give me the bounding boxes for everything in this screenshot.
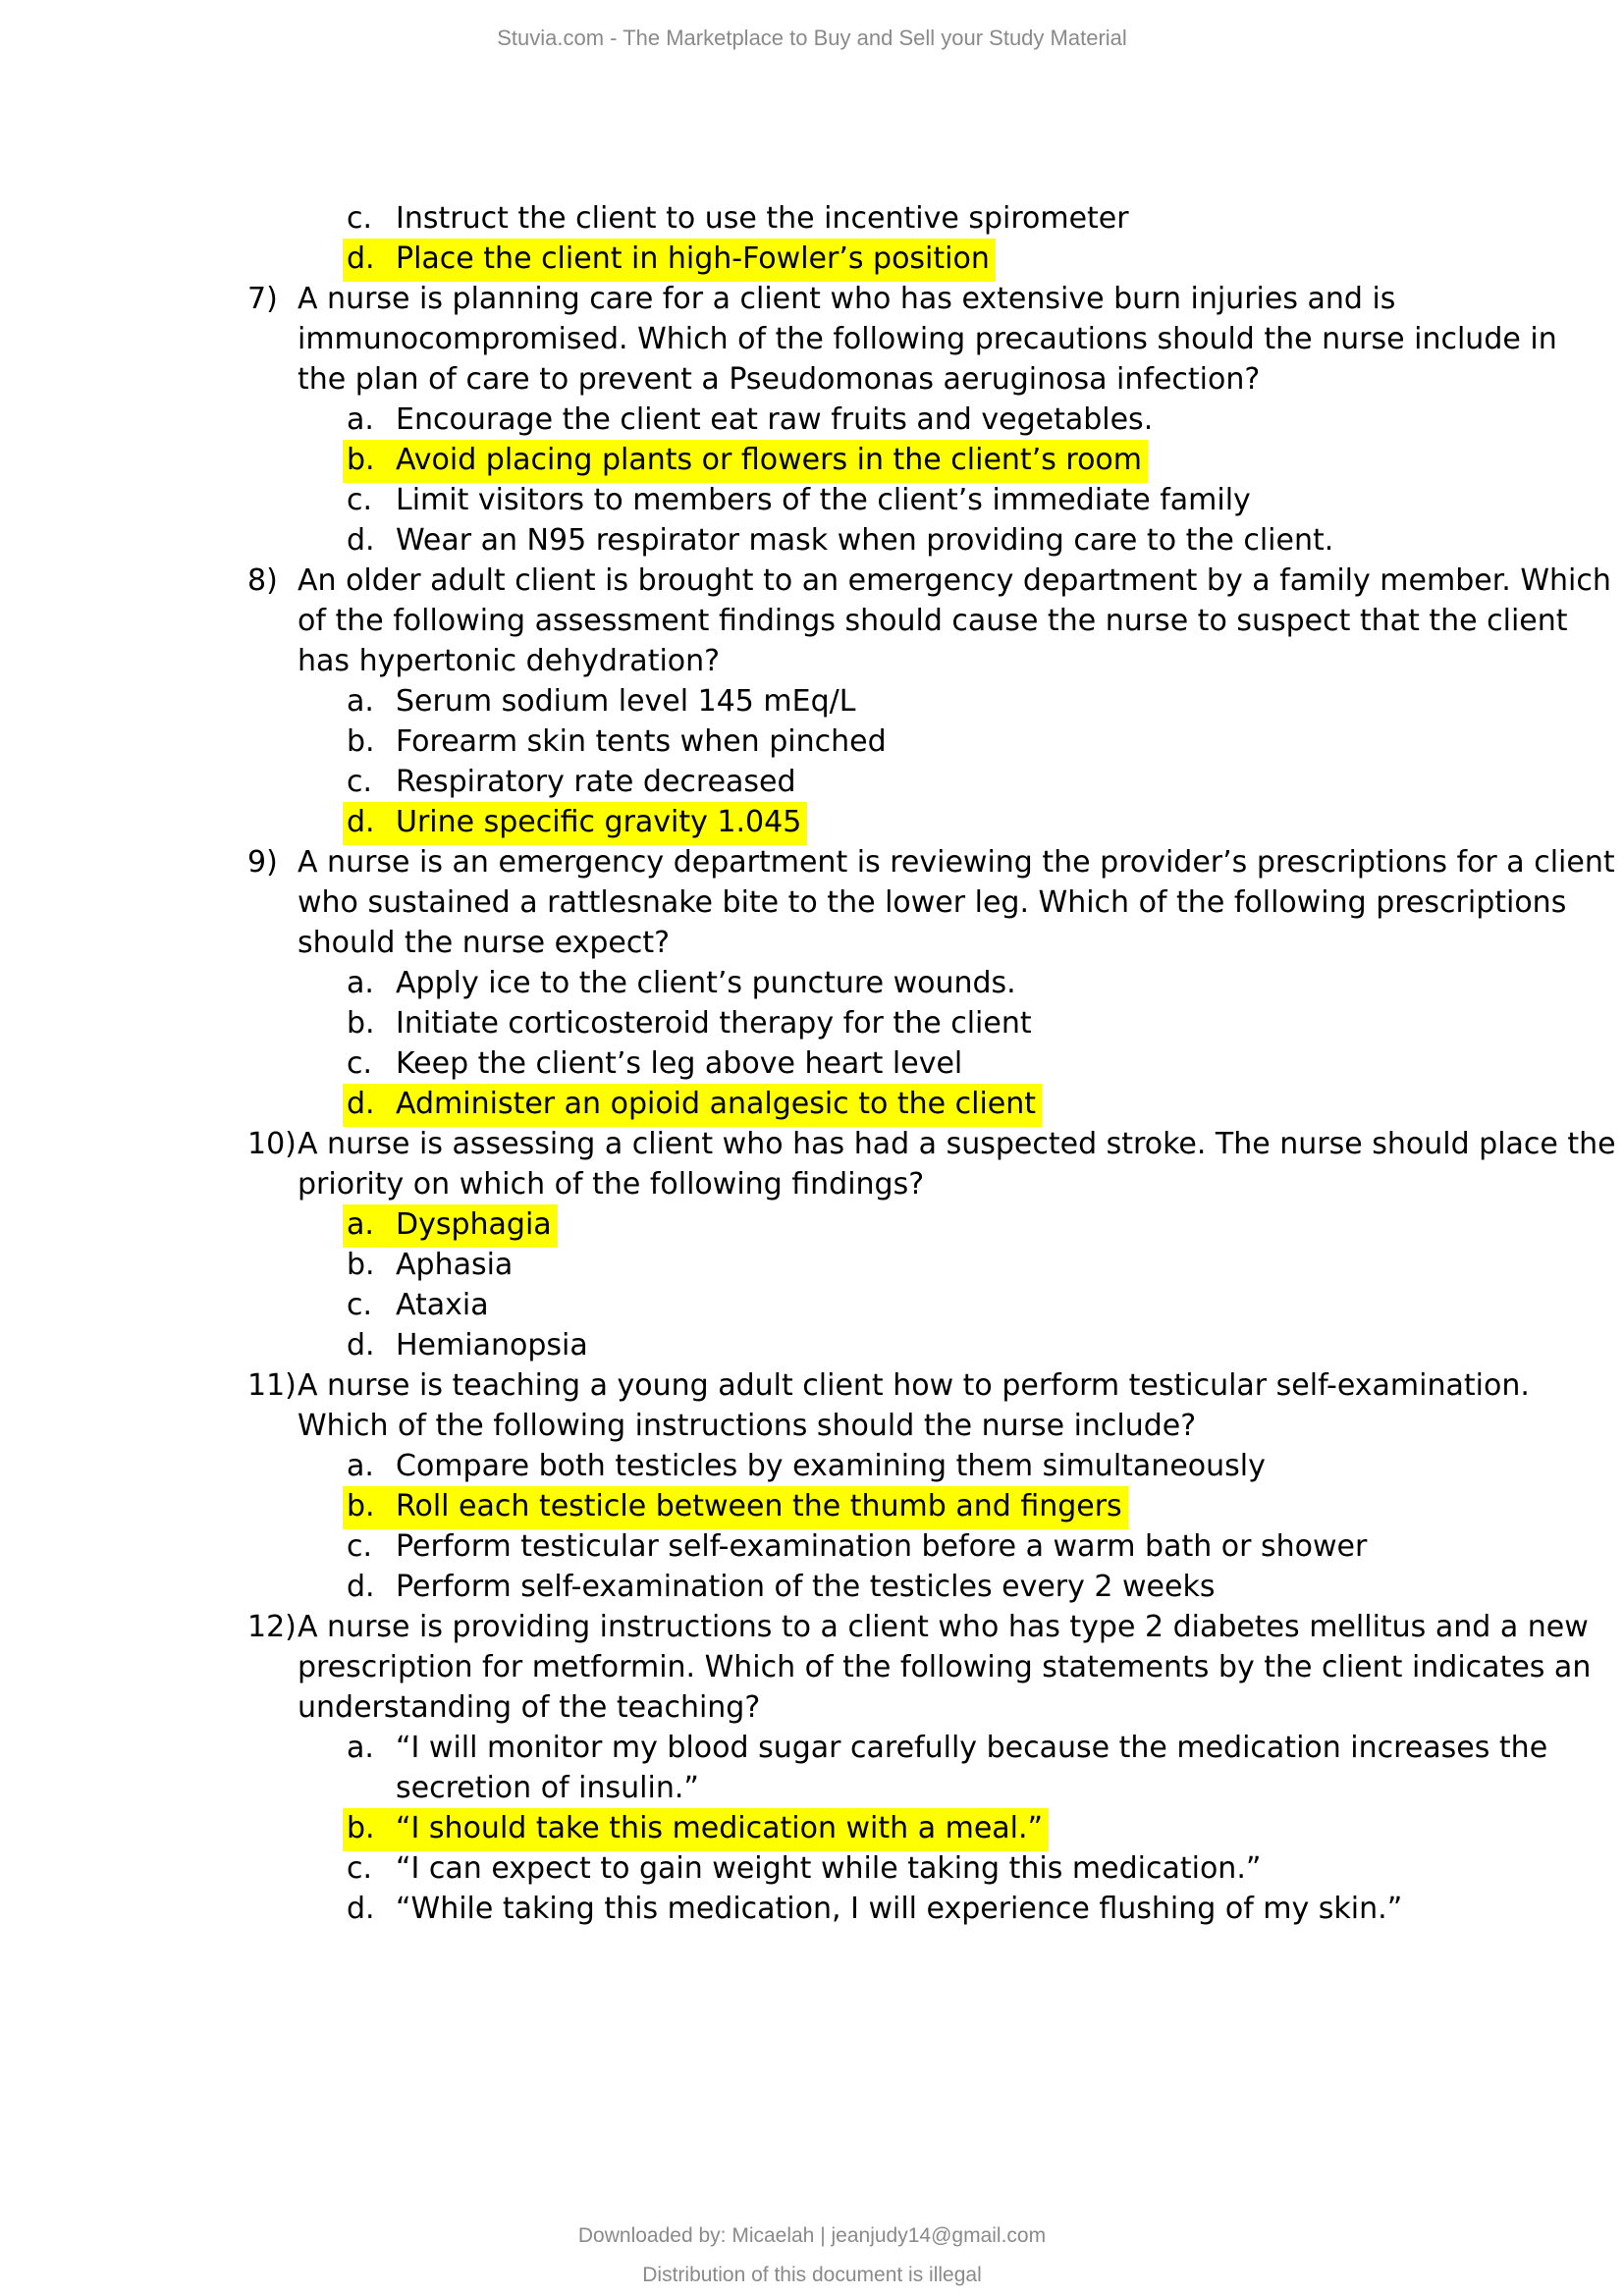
option-row — [0, 762, 1624, 802]
option-text: Perform testicular self-examination before a warm bath or shower — [396, 1529, 1368, 1564]
option-row — [0, 1446, 1624, 1486]
question-text: of the following assessment findings should cause the nurse to suspect that the client — [298, 604, 1568, 638]
option-row — [0, 681, 1624, 721]
option-row — [0, 1526, 1624, 1567]
option-text: Instruct the client to use the incentive spirometer — [396, 201, 1129, 236]
option-text: Perform self-examination of the testicles every 2 weeks — [396, 1570, 1216, 1604]
option-row-correct — [0, 1808, 1624, 1848]
option-letter: c. — [347, 765, 373, 799]
option-text: Initiate corticosteroid therapy for the client — [396, 1006, 1032, 1041]
option-text: Keep the client’s leg above heart level — [396, 1046, 963, 1081]
question-text: An older adult client is brought to an emergency department by a family member. Which — [298, 563, 1611, 598]
option-row-correct — [0, 1486, 1624, 1526]
option-letter: b. — [347, 443, 375, 477]
question-text: who sustained a rattlesnake bite to the lower leg. Which of the following prescriptions — [298, 885, 1567, 920]
option-letter: a. — [347, 1731, 374, 1765]
question-text: Which of the following instructions should the nurse include? — [298, 1409, 1197, 1443]
question-text: A nurse is assessing a client who has had a suspected stroke. The nurse should place the — [298, 1127, 1616, 1161]
option-row — [0, 400, 1624, 440]
option-row — [0, 1245, 1624, 1285]
option-letter: b. — [347, 1811, 375, 1845]
option-letter: b. — [347, 1248, 375, 1282]
option-text: Ataxia — [396, 1288, 489, 1322]
correct-answer-highlight — [343, 1084, 1042, 1127]
correct-answer-highlight — [343, 440, 1148, 483]
option-text: Roll each testicle between the thumb and fingers — [396, 1489, 1122, 1523]
question-text: priority on which of the following findings? — [298, 1167, 925, 1201]
option-row-continued — [0, 1768, 1624, 1808]
question-row — [0, 882, 1624, 923]
option-letter: b. — [347, 724, 375, 759]
option-text: Apply ice to the client’s puncture wounds. — [396, 966, 1016, 1000]
option-text: “While taking this medication, I will experience flushing of my skin.” — [396, 1892, 1403, 1926]
option-letter: b. — [347, 1489, 375, 1523]
option-row — [0, 963, 1624, 1003]
option-text: Encourage the client eat raw fruits and vegetables. — [396, 402, 1154, 437]
option-letter: d. — [347, 1892, 375, 1926]
option-text: Hemianopsia — [396, 1328, 588, 1362]
stuvia-header: Stuvia.com - The Marketplace to Buy and Sell your Study Material — [497, 26, 1127, 50]
question-number: 8) — [247, 563, 278, 598]
option-letter: c. — [347, 483, 373, 517]
option-letter: c. — [347, 1046, 373, 1081]
option-row — [0, 1043, 1624, 1084]
question-row — [0, 1164, 1624, 1204]
option-letter: d. — [347, 1328, 375, 1362]
option-letter: a. — [347, 402, 374, 437]
question-row — [0, 1687, 1624, 1728]
option-row-correct — [0, 802, 1624, 842]
document-body — [0, 198, 1624, 1929]
option-letter: c. — [347, 201, 373, 236]
question-row — [0, 359, 1624, 400]
correct-answer-highlight — [343, 1204, 558, 1248]
option-letter: c. — [347, 1288, 373, 1322]
option-text: Wear an N95 respirator mask when providing care to the client. — [396, 523, 1334, 558]
option-row-correct — [0, 1204, 1624, 1245]
option-row — [0, 1325, 1624, 1365]
option-text: “I will monitor my blood sugar carefully because the medication increases the — [396, 1731, 1548, 1765]
option-row — [0, 520, 1624, 561]
question-row — [0, 1124, 1624, 1164]
option-text: Serum sodium level 145 mEq/L — [396, 684, 856, 719]
distribution-notice: Distribution of this document is illegal — [642, 2264, 982, 2286]
question-text: A nurse is planning care for a client who has extensive burn injuries and is — [298, 282, 1396, 316]
option-row — [0, 1848, 1624, 1889]
option-letter: a. — [347, 1449, 374, 1483]
question-number: 7) — [247, 282, 278, 316]
question-row — [0, 842, 1624, 882]
option-row-correct — [0, 239, 1624, 279]
option-row — [0, 1003, 1624, 1043]
correct-answer-highlight — [343, 1486, 1128, 1529]
question-row — [0, 601, 1624, 641]
question-text: A nurse is providing instructions to a client who has type 2 diabetes mellitus and a new — [298, 1610, 1589, 1644]
question-row — [0, 319, 1624, 359]
question-text: A nurse is teaching a young adult client how to perform testicular self-examination. — [298, 1368, 1530, 1403]
option-text: Administer an opioid analgesic to the client — [396, 1087, 1037, 1121]
option-letter: c. — [347, 1851, 373, 1886]
option-row — [0, 198, 1624, 239]
option-row — [0, 480, 1624, 520]
option-letter: d. — [347, 805, 375, 839]
question-text: prescription for metformin. Which of the following statements by the client indicates an — [298, 1650, 1592, 1684]
option-text: Dysphagia — [396, 1207, 552, 1242]
option-letter: a. — [347, 1207, 374, 1242]
question-row — [0, 1607, 1624, 1647]
question-row — [0, 1365, 1624, 1406]
option-letter: d. — [347, 1087, 375, 1121]
question-text: understanding of the teaching? — [298, 1690, 761, 1725]
option-text: Place the client in high-Fowler’s position — [396, 241, 990, 276]
question-text: should the nurse expect? — [298, 926, 671, 960]
option-text: “I should take this medication with a meal.” — [396, 1811, 1044, 1845]
question-row — [0, 641, 1624, 681]
option-text: secretion of insulin.” — [396, 1771, 699, 1805]
option-letter: a. — [347, 966, 374, 1000]
option-row — [0, 1728, 1624, 1768]
option-letter: d. — [347, 241, 375, 276]
question-row — [0, 923, 1624, 963]
option-text: Aphasia — [396, 1248, 514, 1282]
question-number: 9) — [247, 845, 278, 880]
option-letter: d. — [347, 523, 375, 558]
option-row-correct — [0, 1084, 1624, 1124]
question-text: has hypertonic dehydration? — [298, 644, 721, 678]
option-text: “I can expect to gain weight while taking this medication.” — [396, 1851, 1262, 1886]
question-text: A nurse is an emergency department is reviewing the provider’s prescriptions for a client — [298, 845, 1615, 880]
option-text: Compare both testicles by examining them simultaneously — [396, 1449, 1266, 1483]
option-letter: d. — [347, 1570, 375, 1604]
question-row — [0, 561, 1624, 601]
option-letter: b. — [347, 1006, 375, 1041]
option-letter: c. — [347, 1529, 373, 1564]
option-letter: a. — [347, 684, 374, 719]
option-text: Forearm skin tents when pinched — [396, 724, 887, 759]
option-text: Urine specific gravity 1.045 — [396, 805, 802, 839]
question-text: the plan of care to prevent a Pseudomonas aeruginosa infection? — [298, 362, 1261, 397]
option-row — [0, 1889, 1624, 1929]
correct-answer-highlight — [343, 802, 807, 845]
option-row — [0, 721, 1624, 762]
option-row — [0, 1567, 1624, 1607]
downloaded-by-footer: Downloaded by: Micaelah | jeanjudy14@gmail.com — [577, 2224, 1047, 2247]
option-text: Respiratory rate decreased — [396, 765, 796, 799]
option-text: Avoid placing plants or flowers in the client’s room — [396, 443, 1143, 477]
option-row-correct — [0, 440, 1624, 480]
question-number: 11) — [247, 1368, 297, 1403]
option-row — [0, 1285, 1624, 1325]
question-text: immunocompromised. Which of the following precautions should the nurse include in — [298, 322, 1557, 356]
correct-answer-highlight — [343, 239, 996, 282]
question-row — [0, 279, 1624, 319]
question-row — [0, 1647, 1624, 1687]
correct-answer-highlight — [343, 1808, 1049, 1851]
question-row — [0, 1406, 1624, 1446]
question-number: 12) — [247, 1610, 297, 1644]
question-number: 10) — [247, 1127, 297, 1161]
option-text: Limit visitors to members of the client’s immediate family — [396, 483, 1251, 517]
